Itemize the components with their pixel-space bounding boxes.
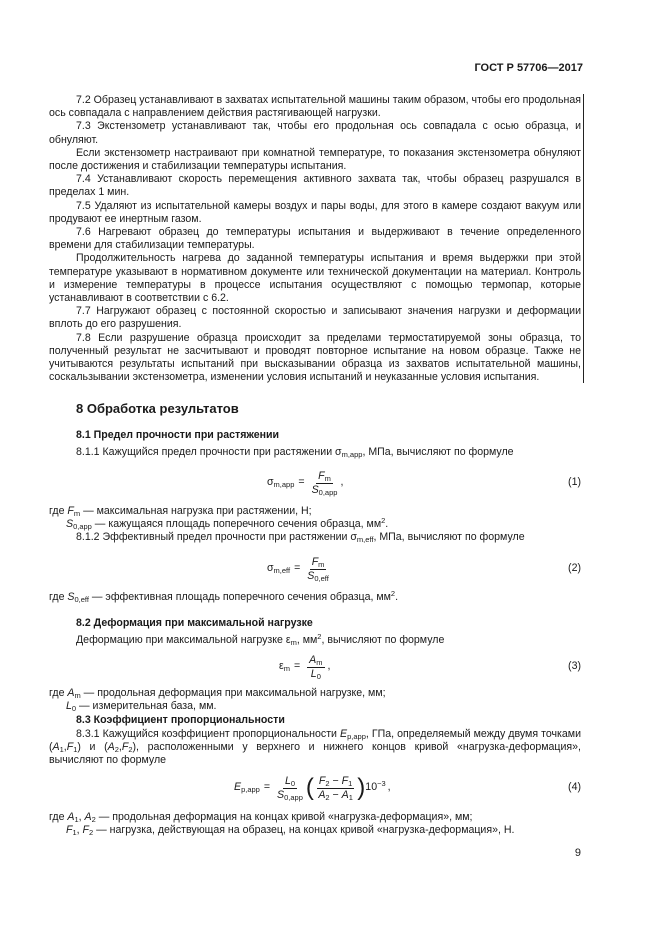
formula-2-legend (49, 591, 581, 604)
section-8-1 (49, 429, 581, 459)
paragraph-7-2: 7.2 Образец устанавливают в захватах испытательной машины таким образом, чтобы его продольная ось совпадала с направлением действия растягивающей нагрузки. (49, 94, 581, 120)
formula-1: $\sigma_{m,app}$ = $F_m$ $S_{0,app}$ , (1) (267, 469, 581, 497)
paragraph-8-2: Деформацию при максимальной нагрузке $\varepsilon_m$, $мм^2$, вычисляют по формуле (76, 632, 445, 648)
legend-s0eff: где $S_{0,eff}$ — эффективная площадь поперечного сечения образца, $мм^2$. (49, 589, 399, 604)
right-paren: ) (357, 774, 366, 801)
legend-f1f2: $F_1$, $F_2$ — нагрузка, действующая на образец, на концах кривой «нагрузка-деформация», Н. (66, 824, 515, 838)
left-paren: ( (305, 774, 314, 801)
paragraph-7-6-note: Продолжительность нагрева до заданной температуры испытания и время выдержки при этой температуре указывают в нормативном документе или технической документации на материал. Контроль и измерение температуры в процессе испытания осуществляют с помощью термопар, которые устанавливают в соответствии с 6.2. (49, 252, 581, 305)
paragraph-7-8: 7.8 Если разрушение образца происходит за пределами термостатируемой зоны образца, то полученный результат не засчитывают и проводят повторное испытание на новом образце. Также не учитываются результаты испытаний при высказывании образца из захватов испытательной машины, соскальзывании экстензометра, изменении условия испытаний и неуказанные условия испытания. (49, 331, 581, 384)
section-7-block (49, 94, 581, 384)
legend-l0: $L_0$ — измерительная база, мм. (66, 700, 217, 714)
paragraph-7-5: 7.5 Удаляют из испытательной камеры воздух и пары воды, для этого в камере создают вакуум или продувают ее инертным газом. (49, 199, 581, 225)
section-8-title-wrap (49, 402, 581, 415)
section-8-2 (49, 617, 581, 647)
equation-number-2: (2) (568, 562, 581, 574)
formula-4-legend (49, 811, 581, 837)
formula-1-legend (49, 505, 581, 545)
section-8-title: 8 Обработка результатов (76, 401, 239, 416)
paragraph-7-4: 7.4 Устанавливают скорость перемещения активного захвата так, чтобы образец разрушался в пределах 1 мин. (49, 173, 581, 199)
equation-number-1: (1) (568, 476, 581, 488)
paragraph-7-7: 7.7 Нагружают образец с постоянной скоростью и записывают значения нагрузки и деформации вплоть до его разрушения. (49, 305, 581, 331)
document-code: ГОСТ Р 57706—2017 (474, 62, 583, 74)
legend-a1a2: где $A_1$, $A_2$ — продольная деформация на концах кривой «нагрузка-деформация», мм; (49, 811, 473, 824)
formula-2: $\sigma_{m,eff}$ = $F_m$ $S_{0,eff}$ (2) (267, 555, 581, 583)
equation-number-3: (3) (568, 660, 581, 672)
paragraph-8-1-1: 8.1.1 Кажущийся предел прочности при растяжении $\sigma_{m,app}$, МПа, вычисляют по формуле (76, 446, 514, 460)
paragraph-8-1-2: 8.1.2 Эффективный предел прочности при растяжении $\sigma_{m,eff}$, МПа, вычисляют по формуле (76, 531, 525, 545)
formula-3: $\varepsilon_m$ = $\frac{A_m}{L_0}$ , (3) (279, 653, 581, 681)
paragraph-7-3-note: Если экстензометр настраивают при комнатной температуре, то показания экстензометра обнуляют после достижения и стабилизации температуры испытания. (49, 146, 581, 173)
formula-4: $E_{p,app}$ = $L_0$ $S_{0,app}$ ( $F_2 - F_1$ $A_2 - A_1$ ) $10^{-3}$ , (4) (234, 774, 581, 802)
subsection-8-2-title: 8.2 Деформация при максимальной нагрузке (76, 617, 313, 629)
page-number: 9 (574, 847, 581, 859)
formula-3-legend (49, 687, 581, 767)
paragraph-7-6: 7.6 Нагревают образец до температуры испытания и выдерживают в течение определенного времени для стабилизации температуры. (49, 226, 581, 252)
paragraph-7-3: 7.3 Экстензометр устанавливают так, чтобы его продольная ось совпадала с осью образца, и обнуляют. (49, 120, 581, 146)
subsection-8-1-title: 8.1 Предел прочности при растяжении (76, 429, 280, 441)
legend-am: где $A_m$ — продольная деформация при максимальной нагрузке, мм; (49, 687, 386, 700)
paragraph-8-3-1: 8.3.1 Кажущийся коэффициент пропорциональности $E_{p,app}$, ГПа, определяемый между двумя точками $(A_1,F_1)$ и $(A_2,F_2)$, расположенными у верхнего и нижнего концов кривой «нагрузка-деформация», вычисляют по формуле (49, 727, 581, 767)
legend-fm: где $F_m$ — максимальная нагрузка при растяжении, Н; (49, 505, 312, 518)
equation-number-4: (4) (568, 781, 581, 793)
legend-s0app: $S_{0,app}$ — кажущаяся площадь поперечного сечения образца, $мм^2$. (66, 516, 389, 532)
subsection-8-3-title: 8.3 Коэффициент пропорциональности (76, 714, 285, 727)
revision-bar (583, 94, 584, 383)
